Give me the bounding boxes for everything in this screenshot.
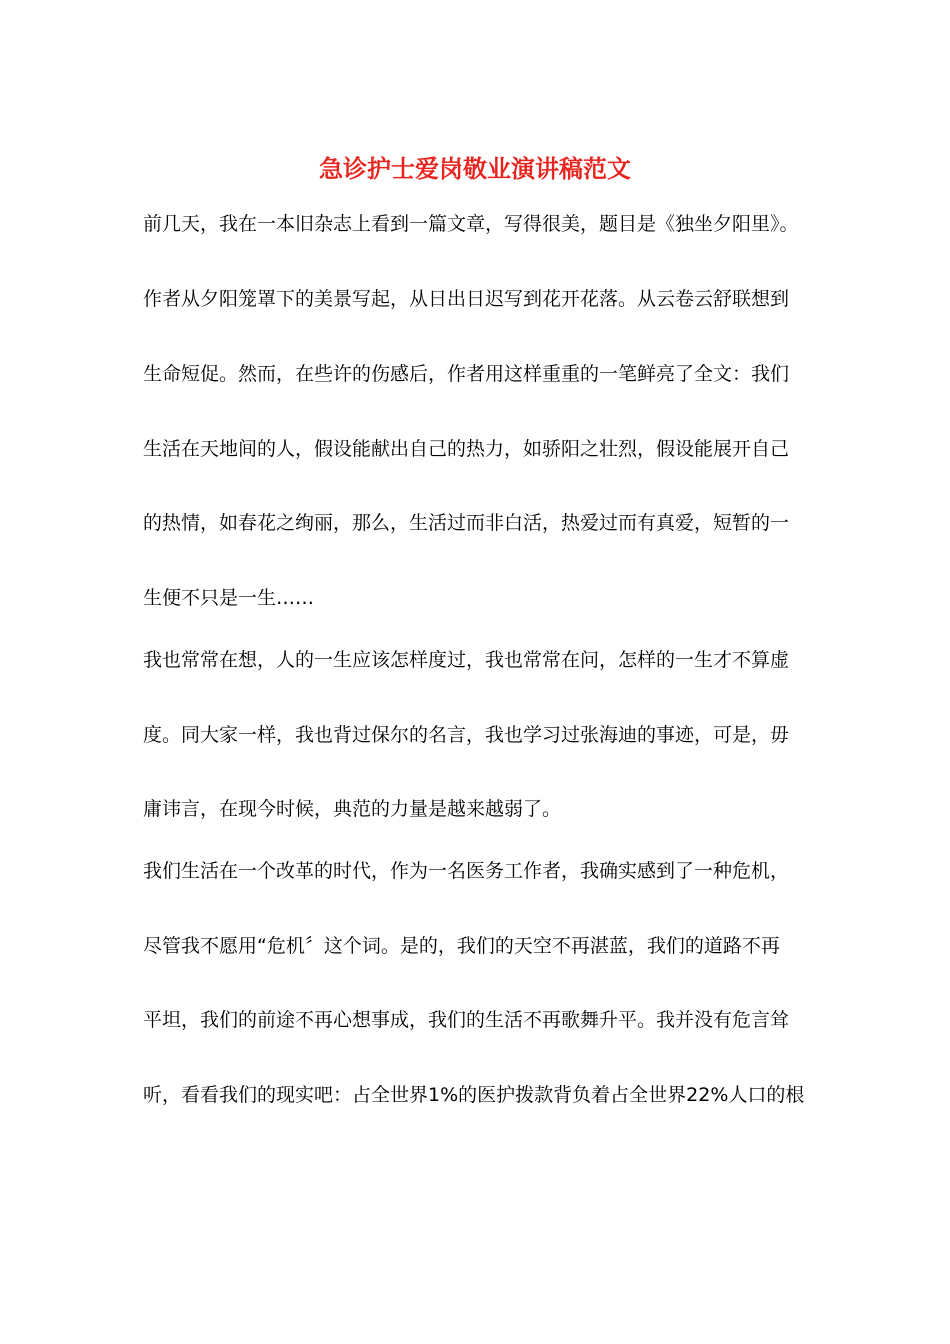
paragraph-3-line-2: 度。同大家一样，我也背过保尔的名言，我也学习过张海迪的事迹，可是，毋: [143, 724, 790, 746]
paragraph-2-line-5: 生便不只是一生……: [143, 587, 315, 609]
paragraph-2-line-2: 生命短促。然而，在些许的伤感后，作者用这样重重的一笔鲜亮了全文：我们: [143, 363, 790, 385]
paragraph-2-line-3: 生活在天地间的人，假设能献出自己的热力，如骄阳之壮烈，假设能展开自己: [143, 438, 790, 460]
paragraph-3-line-1: 我也常常在想，人的一生应该怎样度过，我也常常在问，怎样的一生才不算虚: [143, 649, 790, 671]
paragraph-4-line-1: 我们生活在一个改革的时代，作为一名医务工作者，我确实感到了一种危机，: [143, 860, 790, 882]
document-title: 急诊护士爱岗敬业演讲稿范文: [319, 154, 631, 183]
paragraph-4-line-4: 听，看看我们的现实吧：占全世界1%的医护拨款背负着占全世界22%人口的根: [143, 1084, 805, 1106]
paragraph-2-line-1: 作者从夕阳笼罩下的美景写起，从日出日迟写到花开花落。从云卷云舒联想到: [143, 288, 790, 310]
paragraph-1-line-1: 前几天，我在一本旧杂志上看到一篇文章，写得很美，题目是《独坐夕阳里》。: [143, 213, 799, 235]
paragraph-3-line-3: 庸讳言，在现今时候，典范的力量是越来越弱了。: [143, 798, 562, 820]
paragraph-4-line-2: 尽管我不愿用“危机〞这个词。是的，我们的天空不再湛蓝，我们的道路不再: [143, 935, 780, 957]
paragraph-4-line-3: 平坦，我们的前途不再心想事成，我们的生活不再歌舞升平。我并没有危言耸: [143, 1009, 790, 1031]
paragraph-2-line-4: 的热情，如春花之绚丽，那么，生活过而非白活，热爱过而有真爱，短暂的一: [143, 512, 790, 534]
